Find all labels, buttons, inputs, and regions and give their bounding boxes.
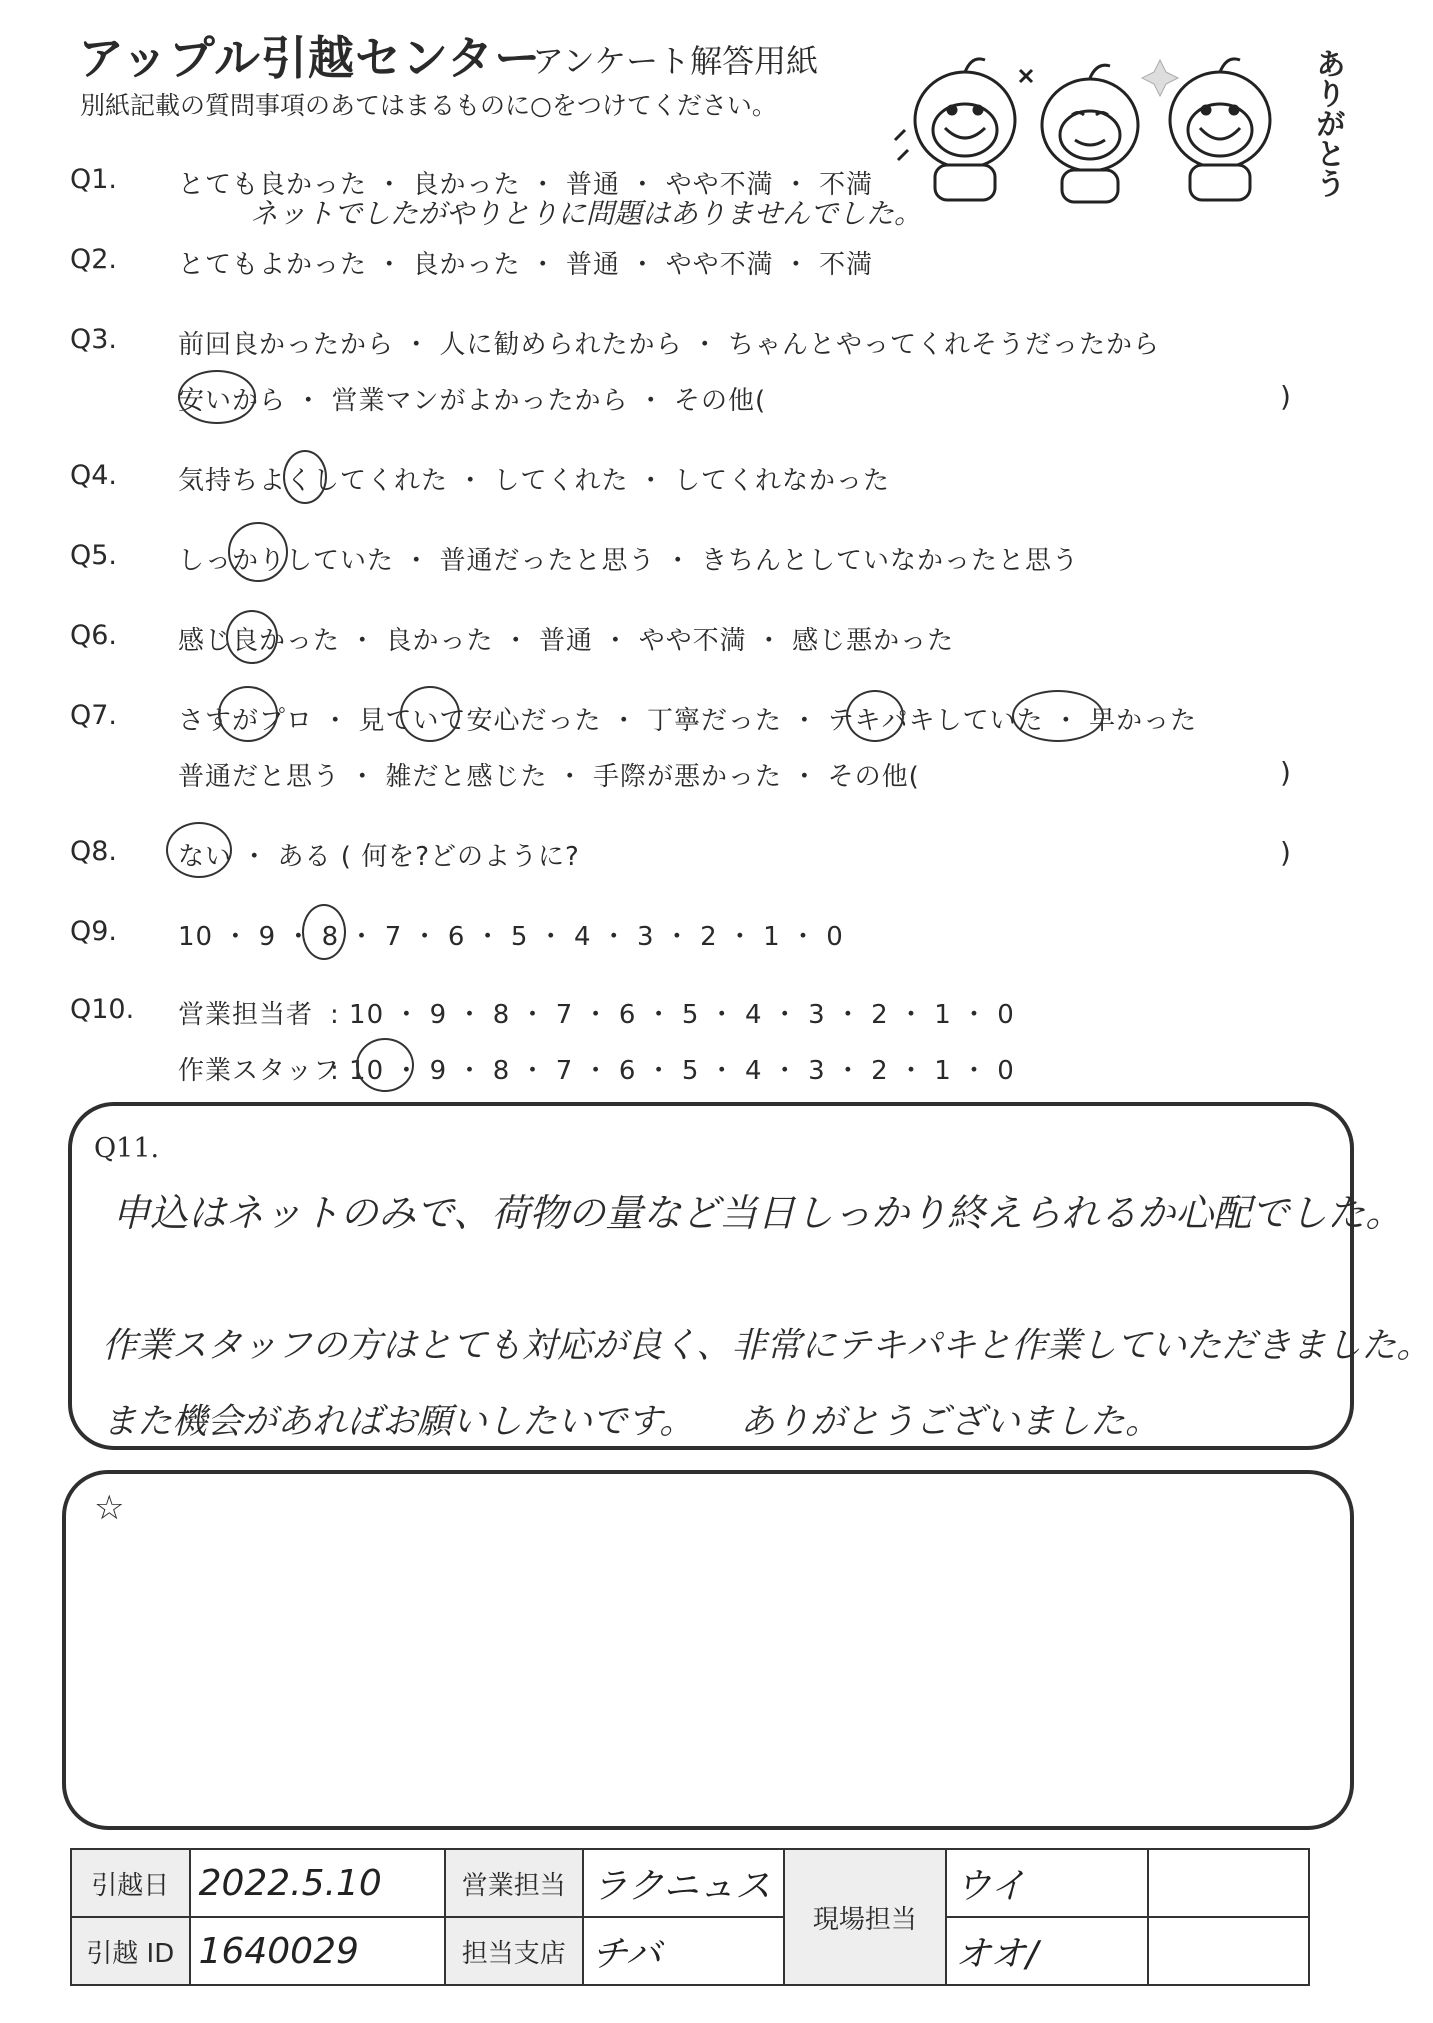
- q4-label: Q4.: [70, 460, 118, 491]
- q3-label: Q3.: [70, 324, 118, 355]
- q9-label: Q9.: [70, 916, 118, 947]
- q2-options: とてもよかった ・ 良かった ・ 普通 ・ やや不満 ・ 不満: [178, 250, 874, 280]
- q10-row2-options: : 10 ・ 9 ・ 8 ・ 7 ・ 6 ・ 5 ・ 4 ・ 3 ・ 2 ・ 1 ・ 0: [330, 1056, 1015, 1086]
- site-rep-extra-2: [1148, 1917, 1309, 1985]
- q2-label: Q2.: [70, 244, 118, 275]
- q9-options: 10 ・ 9 ・ 8 ・ 7 ・ 6 ・ 5 ・ 4 ・ 3 ・ 2 ・ 1 ・ 0: [178, 922, 844, 952]
- q10-selection-circle: [356, 1038, 414, 1092]
- q5-label: Q5.: [70, 540, 118, 571]
- q8-label: Q8.: [70, 836, 118, 867]
- move-id-label: 引越 ID: [71, 1917, 190, 1985]
- move-date-label: 引越日: [71, 1849, 190, 1917]
- q6-options: 感じ良かった ・ 良かった ・ 普通 ・ やや不満 ・ 感じ悪かった: [178, 626, 955, 656]
- q8-options: ない ・ ある ( 何を?どのように?: [178, 842, 580, 872]
- sales-rep-value: ラクニュス: [583, 1849, 784, 1917]
- q10-row2-label: 作業スタッフ: [178, 1056, 341, 1086]
- q1-options: とても良かった ・ 良かった ・ 普通 ・ やや不満 ・ 不満: [178, 170, 874, 200]
- q5-options: しっかりしていた ・ 普通だったと思う ・ きちんとしていなかったと思う: [178, 546, 1080, 576]
- mascot-monkey-2: [1020, 65, 1138, 202]
- q8-paren-close: ): [1280, 836, 1291, 869]
- site-rep-value-1: ウイ: [946, 1849, 1148, 1917]
- move-date-value: 2022.5.10: [190, 1849, 445, 1917]
- site-rep-value-2: オオ/: [946, 1917, 1148, 1985]
- move-id-value: 1640029: [190, 1917, 445, 1985]
- q11-comment-line3: また機会があればお願いしたいです。: [102, 1402, 695, 1442]
- mascot-thanks-text: ありがとう: [1310, 48, 1345, 198]
- q3-options-line1: 前回良かったから ・ 人に勧められたから ・ ちゃんとやってくれそうだったから: [178, 330, 1161, 360]
- branch-value: チバ: [583, 1917, 784, 1985]
- q10-label: Q10.: [70, 994, 135, 1025]
- company-title: アップル引越センター: [78, 31, 542, 85]
- q11-comment-line1: 申込はネットのみで、荷物の量など当日しっかり終えられるか心配でした。: [112, 1191, 1404, 1235]
- q10-row1-label: 営業担当者: [178, 1000, 314, 1030]
- q3-options-line2: 安いから ・ 営業マンがよかったから ・ その他(: [178, 386, 767, 416]
- site-rep-label: 現場担当: [784, 1849, 946, 1985]
- q4-options: 気持ちよくしてくれた ・ してくれた ・ してくれなかった: [178, 466, 891, 496]
- q11-comment-line2: 作業スタッフの方はとても対応が良く、非常にテキパキと作業していただきました。: [102, 1326, 1432, 1366]
- q3-paren-close: ): [1280, 380, 1291, 413]
- q5-selection-circle: [228, 522, 288, 582]
- site-rep-extra-1: [1148, 1849, 1309, 1917]
- q7-options-line2: 普通だと思う ・ 雑だと感じた ・ 手際が悪かった ・ その他(: [178, 762, 920, 792]
- q6-label: Q6.: [70, 620, 118, 651]
- q7-selection-circle-3: [846, 690, 904, 742]
- q11-comment-line3b: ありがとうございました。: [740, 1402, 1161, 1442]
- mascot-illustration: [890, 30, 1340, 210]
- q7-label: Q7.: [70, 700, 118, 731]
- star-label: ☆: [94, 1488, 125, 1528]
- mascot-monkey-1: [895, 59, 1015, 200]
- q9-selection-circle: [302, 904, 346, 960]
- q10-row1-options: : 10 ・ 9 ・ 8 ・ 7 ・ 6 ・ 5 ・ 4 ・ 3 ・ 2 ・ 1 ・ 0: [330, 1000, 1015, 1030]
- q6-selection-circle: [226, 610, 278, 664]
- q1-label: Q1.: [70, 164, 118, 195]
- star-comment-box: [62, 1470, 1354, 1830]
- mascot-monkey-3: [1142, 59, 1270, 200]
- q7-selection-circle-2: [400, 686, 460, 742]
- q4-selection-circle: [283, 450, 327, 504]
- form-subtitle: アンケート解答用紙: [532, 42, 819, 80]
- branch-label: 担当支店: [445, 1917, 583, 1985]
- sales-rep-label: 営業担当: [445, 1849, 583, 1917]
- q3-selection-circle: [178, 370, 256, 424]
- q7-paren-close: ): [1280, 756, 1291, 789]
- q7-options-line1: さすがプロ ・ 見ていて安心だった ・ 丁寧だった ・ テキパキしていた ・ 早かった: [178, 706, 1198, 736]
- q1-handwritten-note: ネットでしたがやりとりに問題はありませんでした。: [250, 197, 923, 230]
- q8-selection-circle: [166, 822, 232, 878]
- q7-selection-circle-4: [1012, 690, 1104, 742]
- footer-info-table: [70, 1848, 1310, 1986]
- q7-selection-circle-1: [218, 686, 278, 742]
- form-instruction: 別紙記載の質問事項のあてはまるものに○をつけてください。: [80, 91, 777, 120]
- q11-label: Q11.: [94, 1133, 160, 1164]
